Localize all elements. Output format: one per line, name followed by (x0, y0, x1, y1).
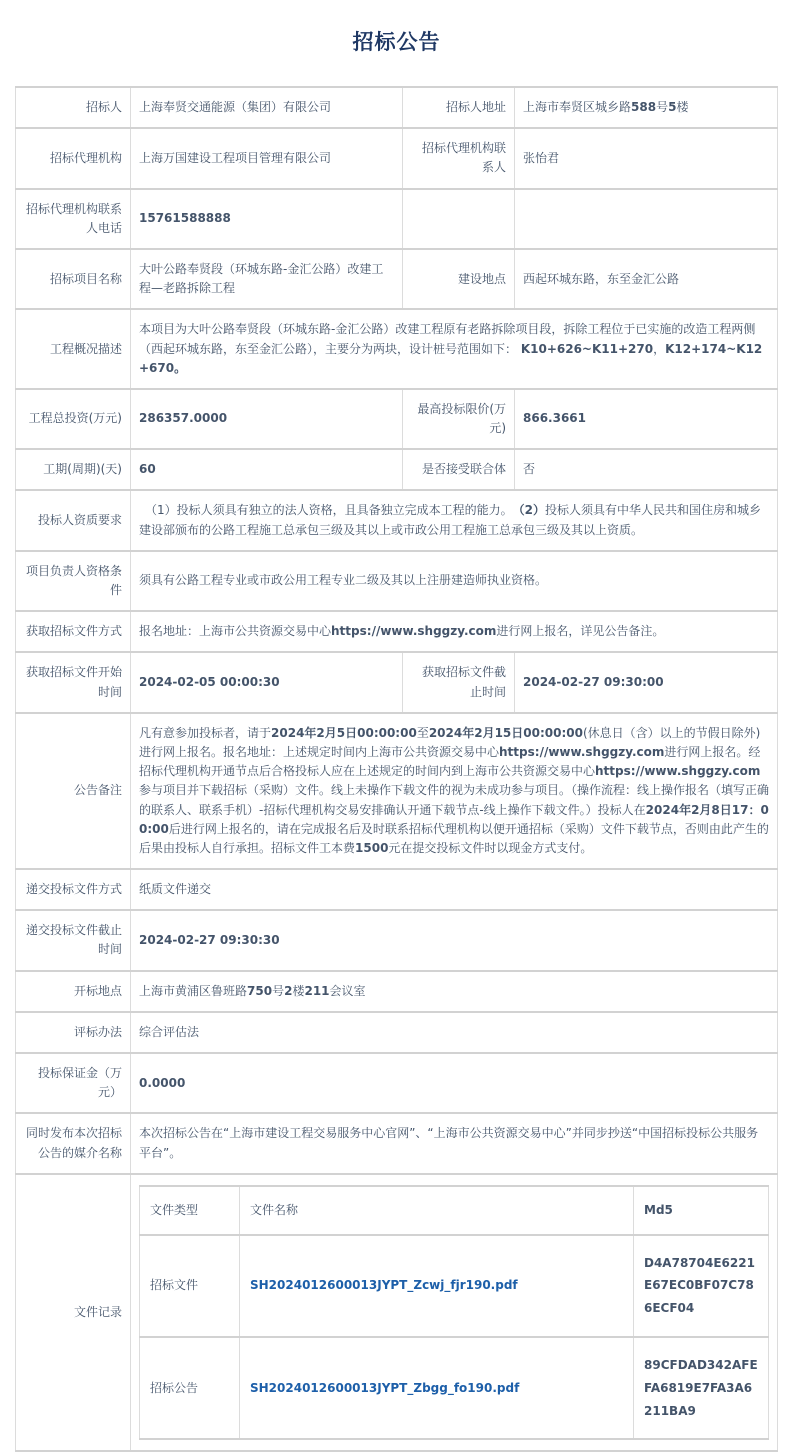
agency-label: 招标代理机构 (16, 128, 131, 188)
bid-bond-label: 投标保证金（万元） (16, 1053, 131, 1113)
evaluation-method-value: 综合评估法 (131, 1012, 778, 1053)
announcement-table (15, 86, 778, 1452)
row-bid-bond (16, 1053, 778, 1113)
file-records-cell (131, 1174, 778, 1452)
files-table (139, 1185, 769, 1441)
page-title: 招标公告 (352, 30, 441, 54)
row-media (16, 1113, 778, 1173)
empty-cell (515, 189, 778, 249)
row-tenderer (16, 87, 778, 128)
qualification-label: 投标人资质要求 (16, 490, 131, 550)
file-type: 招标文件 (140, 1235, 240, 1337)
remark-label: 公告备注 (16, 713, 131, 869)
agency-contact-label: 招标代理机构联系人 (403, 128, 515, 188)
tenderer-label: 招标人 (16, 87, 131, 128)
agency-phone-value: 15761588888 (131, 189, 403, 249)
row-file-records (16, 1174, 778, 1452)
bid-bond-value: 0.0000 (131, 1053, 778, 1113)
total-investment-value: 286357.0000 (131, 389, 403, 449)
file-name-cell (240, 1337, 634, 1439)
files-header-type: 文件类型 (140, 1186, 240, 1235)
row-submit-deadline (16, 910, 778, 970)
qualification-value: （1）投标人须具有独立的法人资格，且具备独立完成本工程的能力。 （2）投标人须具有中华人民共和国住房和城乡建设部颁布的公路工程施工总承包三级及其以上或市政公用工程施工总承包三级及其以上资质。 (131, 490, 778, 550)
submit-deadline-label: 递交投标文件截止时间 (16, 910, 131, 970)
tenderer-address-value: 上海市奉贤区城乡路588号5楼 (515, 87, 778, 128)
agency-phone-label: 招标代理机构联系人电话 (16, 189, 131, 249)
obtain-start-value: 2024-02-05 00:00:30 (131, 652, 403, 712)
row-obtain-time (16, 652, 778, 712)
manager-qualification-value: 须具有公路工程专业或市政公用工程专业二级及其以上注册建造师执业资格。 (131, 551, 778, 611)
media-label: 同时发布本次招标公告的媒介名称 (16, 1113, 131, 1173)
agency-value: 上海万国建设工程项目管理有限公司 (131, 128, 403, 188)
manager-qualification-label: 项目负责人资格条件 (16, 551, 131, 611)
duration-value: 60 (131, 449, 403, 490)
agency-contact-value: 张怡君 (515, 128, 778, 188)
file-md5: 89CFDAD342AFEFA6819E7FA3A6211BA9 (634, 1337, 769, 1439)
row-remark (16, 713, 778, 869)
empty-cell (403, 189, 515, 249)
project-name-value: 大叶公路奉贤段（环城东路-金汇公路）改建工程—老路拆除工程 (131, 249, 403, 309)
row-agency (16, 128, 778, 188)
obtain-method-value: 报名地址：上海市公共资源交易中心https://www.shggzy.com进行网上报名，详见公告备注。 (131, 611, 778, 652)
file-row (140, 1235, 769, 1337)
row-agency-phone (16, 189, 778, 249)
obtain-method-label: 获取招标文件方式 (16, 611, 131, 652)
submit-method-label: 递交投标文件方式 (16, 869, 131, 910)
site-value: 西起环城东路，东至金汇公路 (515, 249, 778, 309)
obtain-end-value: 2024-02-27 09:30:00 (515, 652, 778, 712)
row-investment (16, 389, 778, 449)
file-row (140, 1337, 769, 1439)
remark-value: 凡有意参加投标者，请于2024年2月5日00:00:00至2024年2月15日00:00:00(休息日（含）以上的节假日除外)进行网上报名。报名地址：上述规定时间内上海市公共资源交易中心https://www.shggzy.com进行网上报名。经招标代理机构开通节点后合格投标人应在上述规定的时间内到上海市公共资源交易中心https://www.shggzy.com参与项目并下载招标（采购）文件。线上未操作下载文件的视为未成功参与项目。（操作流程：线上操作报名（填写正确的联系人、联系手机）-招标代理机构交易安排确认开通下载节点-线上操作下载文件。）投标人在2024年2月8日17：00:00后进行网上报名的，请在完成报名后及时联系招标代理机构以便开通招标（采购）文件下载节点，否则由此产生的后果由投标人自行承担。招标文件工本费1500元在提交投标文件时以现金方式支付。 (131, 713, 778, 869)
opening-place-label: 开标地点 (16, 971, 131, 1012)
files-header-md5: Md5 (634, 1186, 769, 1235)
row-obtain-method (16, 611, 778, 652)
overview-value: 本项目为大叶公路奉贤段（环城东路-金汇公路）改建工程原有老路拆除项目段，拆除工程位于已实施的改造工程两侧（西起环城东路，东至金汇公路），主要分为两块，设计桩号范围如下： K10+626~K11+270，K12+174~K12+670。 (131, 309, 778, 389)
obtain-end-label: 获取招标文件截止时间 (403, 652, 515, 712)
project-name-label: 招标项目名称 (16, 249, 131, 309)
file-type: 招标公告 (140, 1337, 240, 1439)
consortium-value: 否 (515, 449, 778, 490)
row-project-name (16, 249, 778, 309)
row-opening-place (16, 971, 778, 1012)
total-investment-label: 工程总投资(万元) (16, 389, 131, 449)
row-submit-method (16, 869, 778, 910)
tenderer-address-label: 招标人地址 (403, 87, 515, 128)
files-header-row (140, 1186, 769, 1235)
site-label: 建设地点 (403, 249, 515, 309)
file-link[interactable]: SH2024012600013JYPT_Zbgg_fo190.pdf (250, 1380, 520, 1395)
overview-label: 工程概况描述 (16, 309, 131, 389)
row-manager-qualification (16, 551, 778, 611)
obtain-start-label: 获取招标文件开始时间 (16, 652, 131, 712)
tenderer-value: 上海奉贤交通能源（集团）有限公司 (131, 87, 403, 128)
row-duration (16, 449, 778, 490)
row-evaluation-method (16, 1012, 778, 1053)
file-link[interactable]: SH2024012600013JYPT_Zcwj_fjr190.pdf (250, 1278, 518, 1293)
duration-label: 工期(周期)(天) (16, 449, 131, 490)
submit-method-value: 纸质文件递交 (131, 869, 778, 910)
max-price-label: 最高投标限价(万元) (403, 389, 515, 449)
row-qualification (16, 490, 778, 550)
opening-place-value: 上海市黄浦区鲁班路750号2楼211会议室 (131, 971, 778, 1012)
submit-deadline-value: 2024-02-27 09:30:30 (131, 910, 778, 970)
media-value: 本次招标公告在“上海市建设工程交易服务中心官网”、“上海市公共资源交易中心”并同步抄送“中国招标投标公共服务平台”。 (131, 1113, 778, 1173)
files-header-name: 文件名称 (240, 1186, 634, 1235)
evaluation-method-label: 评标办法 (16, 1012, 131, 1053)
consortium-label: 是否接受联合体 (403, 449, 515, 490)
row-overview (16, 309, 778, 389)
file-md5: D4A78704E6221E67EC0BF07C786ECF04 (634, 1235, 769, 1337)
max-price-value: 866.3661 (515, 389, 778, 449)
file-records-label: 文件记录 (16, 1174, 131, 1452)
file-name-cell (240, 1235, 634, 1337)
